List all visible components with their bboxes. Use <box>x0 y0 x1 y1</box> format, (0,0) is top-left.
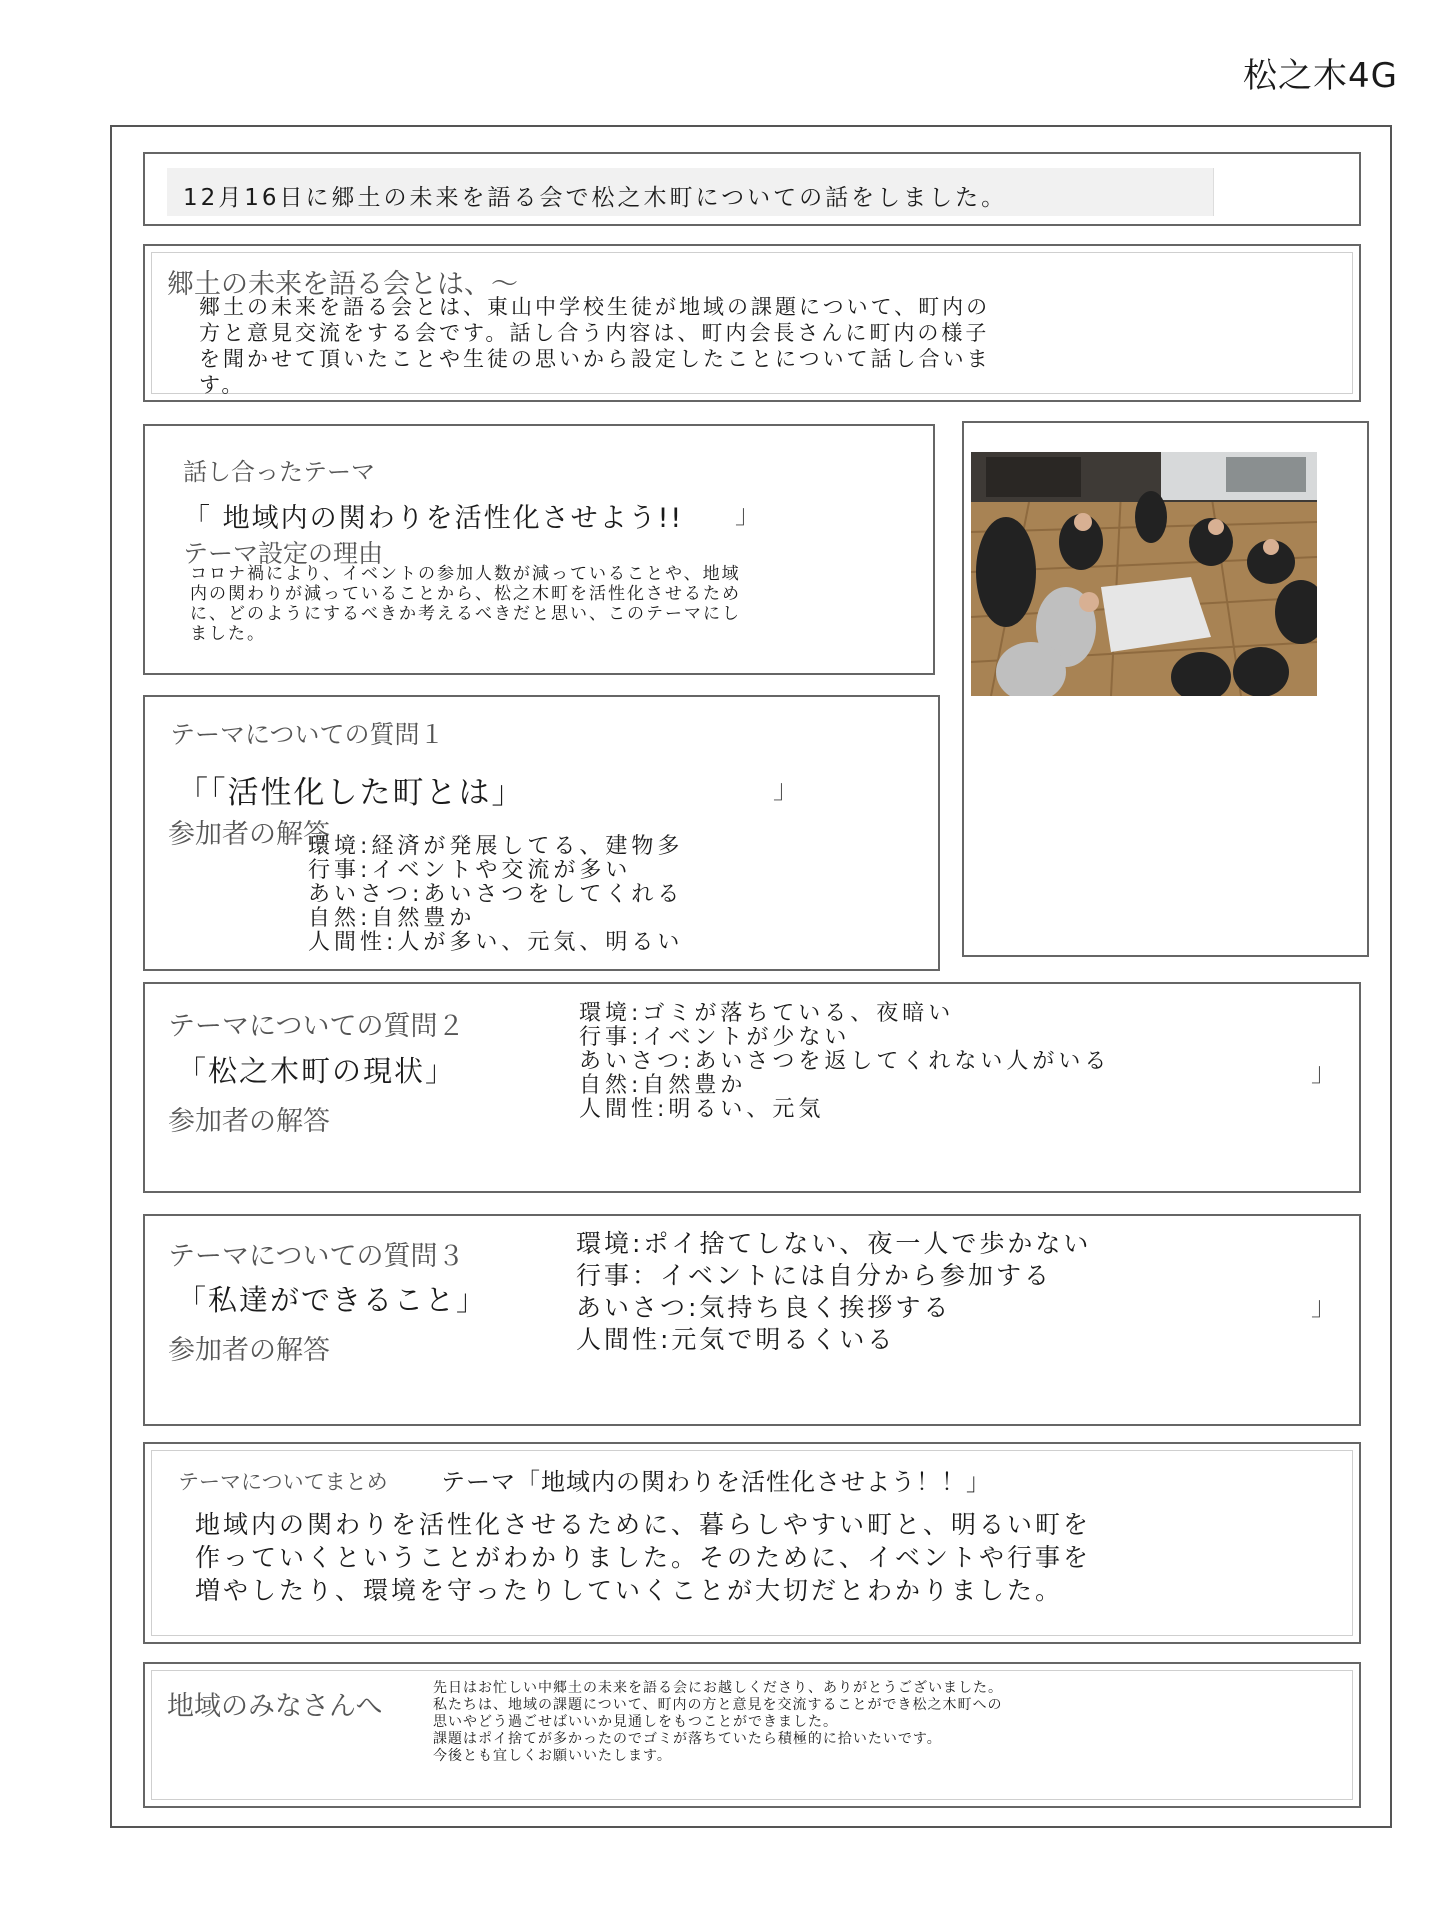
q2-answers <box>579 1002 1110 1122</box>
summary-line: 作っていくということがわかりました。そのために、イベントや行事を <box>195 1543 1092 1572</box>
message-line: 課題はポイ捨てが多かったのでゴミが落ちていたら積極的に拾いたいです。 <box>433 1731 942 1747</box>
theme-title: 「 地域内の関わりを活性化させよう!! <box>183 503 684 534</box>
theme-box <box>143 424 935 675</box>
about-line: 方と意見交流をする会です。話し合う内容は、町内会長さんに町内の様子 <box>199 321 990 345</box>
summary-line: 増やしたり、環境を守ったりしていくことが大切だとわかりました。 <box>195 1576 1064 1605</box>
theme-heading: 話し合ったテーマ <box>183 458 375 486</box>
photo-box <box>962 421 1369 957</box>
about-line: 郷土の未来を語る会とは、東山中学校生徒が地域の課題について、町内の <box>199 295 991 319</box>
intro-box <box>143 152 1361 226</box>
message-line: 今後とも宜しくお願いいたします。 <box>433 1748 672 1764</box>
about-line: を聞かせて頂いたことや生徒の思いから設定したことについて話し合いま <box>199 347 991 371</box>
q2-answer: 自然:自然豊か <box>579 1073 747 1098</box>
q2-heading: テーマについての質問２ <box>168 1011 465 1042</box>
q3-answer: 環境:ポイ捨てしない、夜一人で歩かない <box>576 1229 1092 1258</box>
reason-line: コロナ禍により、イベントの参加人数が減っていることや、地域 <box>190 564 741 584</box>
q2-bracket-end: 」 <box>1311 1058 1338 1088</box>
q3-question: 「私達ができること」 <box>177 1283 488 1317</box>
q1-answers-heading: 参加者の解答 <box>168 819 330 850</box>
class-label: 松之木4G <box>1243 56 1398 96</box>
q1-answer: 環境:経済が発展してる、建物多 <box>308 834 684 859</box>
summary-line: 地域内の関わりを活性化させるために、暮らしやすい町と、明るい町を <box>195 1510 1092 1539</box>
q2-answers-heading: 参加者の解答 <box>168 1106 330 1137</box>
about-line: す。 <box>199 373 246 397</box>
q1-answer: 人間性:人が多い、元気、明るい <box>308 930 684 955</box>
reason-body <box>190 564 741 644</box>
intro-text: 12月16日に郷土の未来を語る会で松之木町についての話をしました。 <box>183 185 1008 211</box>
summary-body <box>195 1508 1091 1607</box>
q3-answer: 行事：イベントには自分から参加する <box>576 1261 1053 1290</box>
q1-heading: テーマについての質問１ <box>170 720 445 749</box>
theme-title-end: 」 <box>735 500 762 530</box>
about-box <box>143 244 1361 402</box>
about-body <box>199 294 991 398</box>
q1-answer: あいさつ:あいさつをしてくれる <box>308 882 684 907</box>
meeting-photo <box>971 452 1317 696</box>
q3-bracket-end: 」 <box>1311 1292 1338 1322</box>
q3-answer: あいさつ:気持ち良く挨拶する <box>576 1293 952 1322</box>
q2-answer: 人間性:明るい、元気 <box>579 1097 825 1122</box>
summary-theme: テーマ「地域内の関わりを活性化させよう！！」 <box>441 1468 991 1496</box>
q3-heading: テーマについての質問３ <box>168 1241 465 1272</box>
q1-answer: 自然:自然豊か <box>308 906 476 931</box>
message-box <box>143 1662 1361 1808</box>
q1-question-end: 」 <box>773 775 800 805</box>
q1-answers <box>308 835 683 955</box>
q2-answer: 環境:ゴミが落ちている、夜暗い <box>579 1001 955 1026</box>
message-line: 私たちは、地域の課題について、町内の方と意見を交流することができ松之木町への <box>433 1697 1003 1713</box>
q1-question: 「「活性化した町とは」 <box>177 775 525 811</box>
question3-box <box>143 1214 1361 1426</box>
q2-answer: あいさつ:あいさつを返してくれない人がいる <box>579 1049 1111 1074</box>
intro-text-panel <box>167 168 1214 216</box>
q2-answer: 行事:イベントが少ない <box>579 1025 851 1050</box>
message-body <box>433 1680 1003 1765</box>
question1-box <box>143 695 940 971</box>
reason-heading: テーマ設定の理由 <box>183 539 384 568</box>
question2-box <box>143 982 1361 1193</box>
summary-box <box>143 1442 1361 1644</box>
q3-answers-heading: 参加者の解答 <box>168 1335 330 1366</box>
about-heading: 郷土の未来を語る会とは、〜 <box>167 269 518 300</box>
q1-answer: 行事:イベントや交流が多い <box>308 858 632 883</box>
message-line: 先日はお忙しい中郷土の未来を語る会にお越しくださり、ありがとうございました。 <box>433 1680 1003 1696</box>
reason-line: 内の関わりが減っていることから、松之木町を活性化させるため <box>190 584 741 604</box>
reason-line: ました。 <box>190 624 266 644</box>
reason-line: に、どのようにするべきか考えるべきだと思い、このテーマにし <box>190 604 741 624</box>
message-line: 思いやどう過ごせばいいか見通しをもつことができました。 <box>433 1714 838 1730</box>
message-heading: 地域のみなさんへ <box>167 1691 383 1722</box>
q3-answers <box>576 1228 1091 1356</box>
summary-heading: テーマについてまとめ <box>178 1470 388 1494</box>
q3-answer: 人間性:元気で明るくいる <box>576 1325 896 1354</box>
q2-question: 「松之木町の現状」 <box>177 1054 457 1088</box>
